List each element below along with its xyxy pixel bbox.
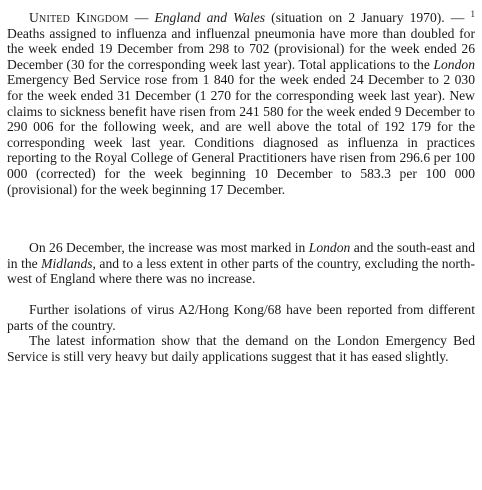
situation-text-part-2: Emergency Bed Service rose from 1 840 for the week ended 24 December to 2 030 for the week ended 31 December (1 270 for the corresponding week last year). New claims to sickness benefit have risen from 241 580 for the week ended 9 December to 290 006 for the following week, and are well above the total of 192 179 for the corresponding week last year. Conditions diagnosed as influenza in practices reporting to the Royal College of General Practitioners have risen from 296.6 per 100 000 (corrected) for the week beginning 10 December to 583.3 per 100 000 (provisional) for the week beginning 17 December. bbox=[7, 72, 475, 197]
virus-isolation-paragraph: Further isolations of virus A2/Hong Kong/68 have been reported from different parts of the country. bbox=[7, 301, 475, 333]
distribution-text-part-1: On 26 December, the increase was most marked in bbox=[29, 240, 309, 256]
distribution-paragraph bbox=[7, 240, 475, 287]
footnote-marker: 1 bbox=[470, 9, 476, 19]
bed-service-paragraph: The latest information show that the demand on the London Emergency Bed Service is still very heavy but daily applications suggest that it has eased slightly. bbox=[7, 333, 475, 364]
situation-text-part-1: Deaths assigned to influenza and influenzal pneumonia have more than doubled for the week ended 19 December from 298 to 702 (provisional) for the week ended 26 December (30 for the corresponding week last year). Total applications to the bbox=[7, 25, 475, 72]
situation-date: (situation on 2 January 1970). — bbox=[265, 10, 471, 25]
distribution-text-part-2: and the south-east and in the bbox=[7, 240, 476, 271]
situation-paragraph bbox=[7, 10, 475, 197]
midlands-region-italic: Midlands bbox=[41, 255, 93, 271]
london-region-italic: London bbox=[308, 240, 351, 256]
report-page bbox=[7, 10, 475, 364]
london-italic: London bbox=[433, 56, 475, 72]
distribution-text-part-3: , and to a less extent in other parts of the country, excluding the north-west of England where there was no increase. bbox=[7, 255, 475, 287]
heading-dash: — bbox=[128, 10, 155, 25]
region-heading: England and Wales bbox=[154, 10, 266, 25]
country-heading: United Kingdom bbox=[29, 10, 129, 25]
